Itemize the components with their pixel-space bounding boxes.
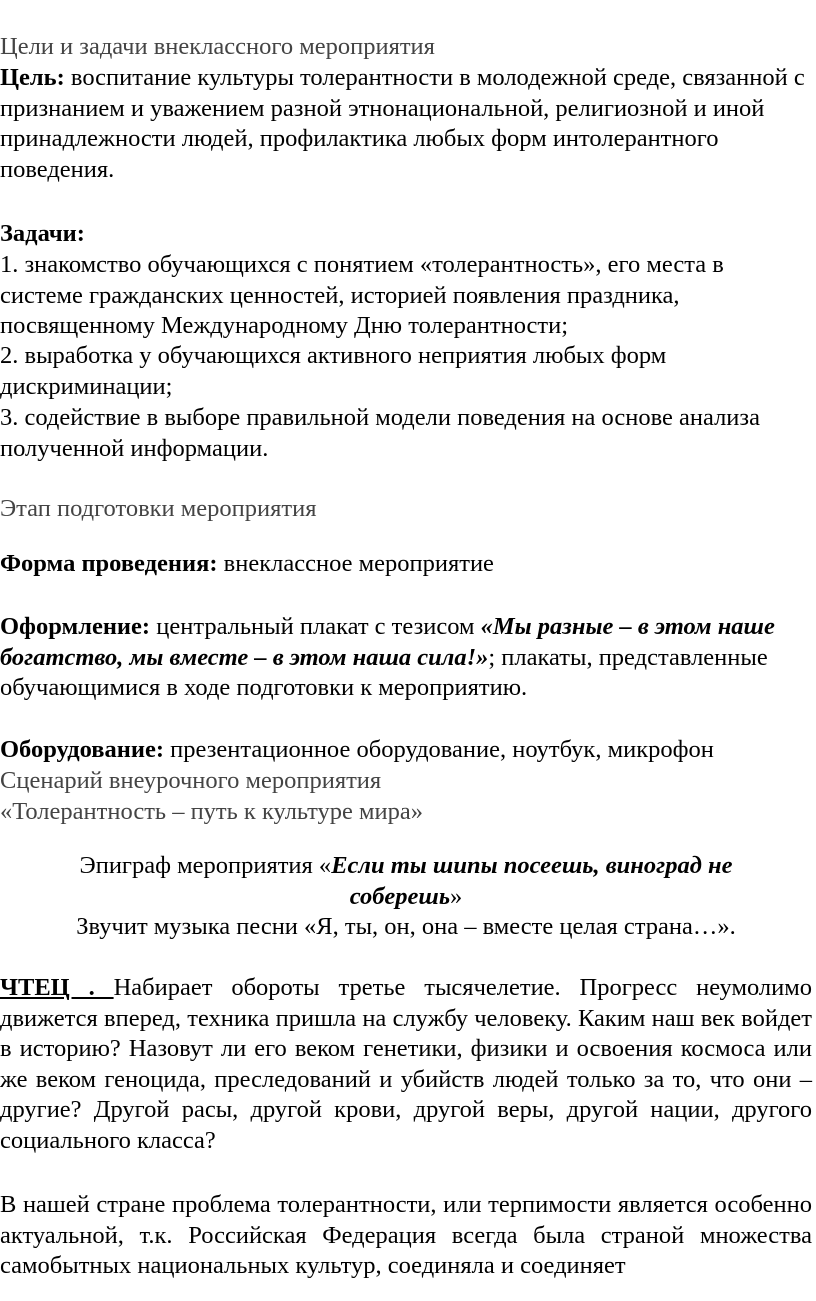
task-item-1: 1. знакомство обучающихся с понятием «толерантность», его места в системе гражданских ценностей, историей появления праздника, посвященному Международному Дню толерантности; xyxy=(0,251,724,339)
epigraph-prefix: Эпиграф мероприятия « xyxy=(79,852,332,879)
task-item-2: 2. выработка у обучающихся активного неприятия любых форм дискриминации; xyxy=(0,342,667,400)
music-line: Звучит музыка песни «Я, ты, он, она – вместе целая страна…». xyxy=(76,913,736,940)
equipment-label: Оборудование: xyxy=(0,736,165,763)
goal-text: воспитание культуры толерантности в молодежной среде, связанной с признанием и уважением разной этнонациональной, религиозной и иной принадлежности людей, профилактика любых форм интолерантного поведения. xyxy=(0,64,805,183)
equipment-paragraph xyxy=(0,735,812,766)
design-slogan: «Мы разные – в этом наше богатство, мы вместе – в этом наша сила!» xyxy=(0,613,775,671)
design-label: Оформление: xyxy=(0,613,151,640)
script-heading: Сценарий внеурочного мероприятия xyxy=(0,767,382,794)
design-text-2: ; плакаты, представленные обучающимися в ходе подготовки к мероприятию. xyxy=(0,643,768,701)
prep-heading: Этап подготовки мероприятия xyxy=(0,495,317,522)
form-text: внеклассное мероприятие xyxy=(217,550,494,577)
equipment-text: презентационное оборудование, ноутбук, микрофон xyxy=(164,736,714,763)
task-item-3: 3. содействие в выборе правильной модели поведения на основе анализа полученной информации. xyxy=(0,404,760,462)
epigraph xyxy=(0,851,812,912)
closing-paragraph: В нашей стране проблема толерантности, или терпимости является особенно актуальной, т.к. Российская Федерация всегда была страной множества самобытных национальных культур, соединяла и соединяет xyxy=(0,1191,812,1279)
design-text-1: центральный плакат с тезисом xyxy=(150,613,481,640)
reader-paragraph xyxy=(0,973,812,1156)
epigraph-text: Если ты шипы посеешь, виноград не соберешь xyxy=(331,852,733,910)
design-paragraph xyxy=(0,612,812,704)
goal-paragraph xyxy=(0,63,812,185)
epigraph-suffix: » xyxy=(450,882,463,910)
goal-label: Цель: xyxy=(0,64,65,91)
reader-text: Набирает обороты третье тысячелетие. Прогресс неумолимо движется вперед, техника пришла на службу человеку. Каким наш век войдет в историю? Назовут ли его веком генетики, физики и освоения космоса или же веком геноцида, преследований и убийств людей только за то, что они – другие? Другой расы, другой крови, другой веры, другой нации, другого социального класса? xyxy=(0,974,812,1154)
reader-label: ЧТЕЦ . xyxy=(0,974,114,1001)
goals-heading: Цели и задачи внеклассного мероприятия xyxy=(0,33,435,60)
form-paragraph xyxy=(0,549,812,580)
tasks-label: Задачи: xyxy=(0,220,85,247)
form-label: Форма проведения: xyxy=(0,550,218,577)
script-title: «Толерантность – путь к культуре мира» xyxy=(0,798,424,825)
